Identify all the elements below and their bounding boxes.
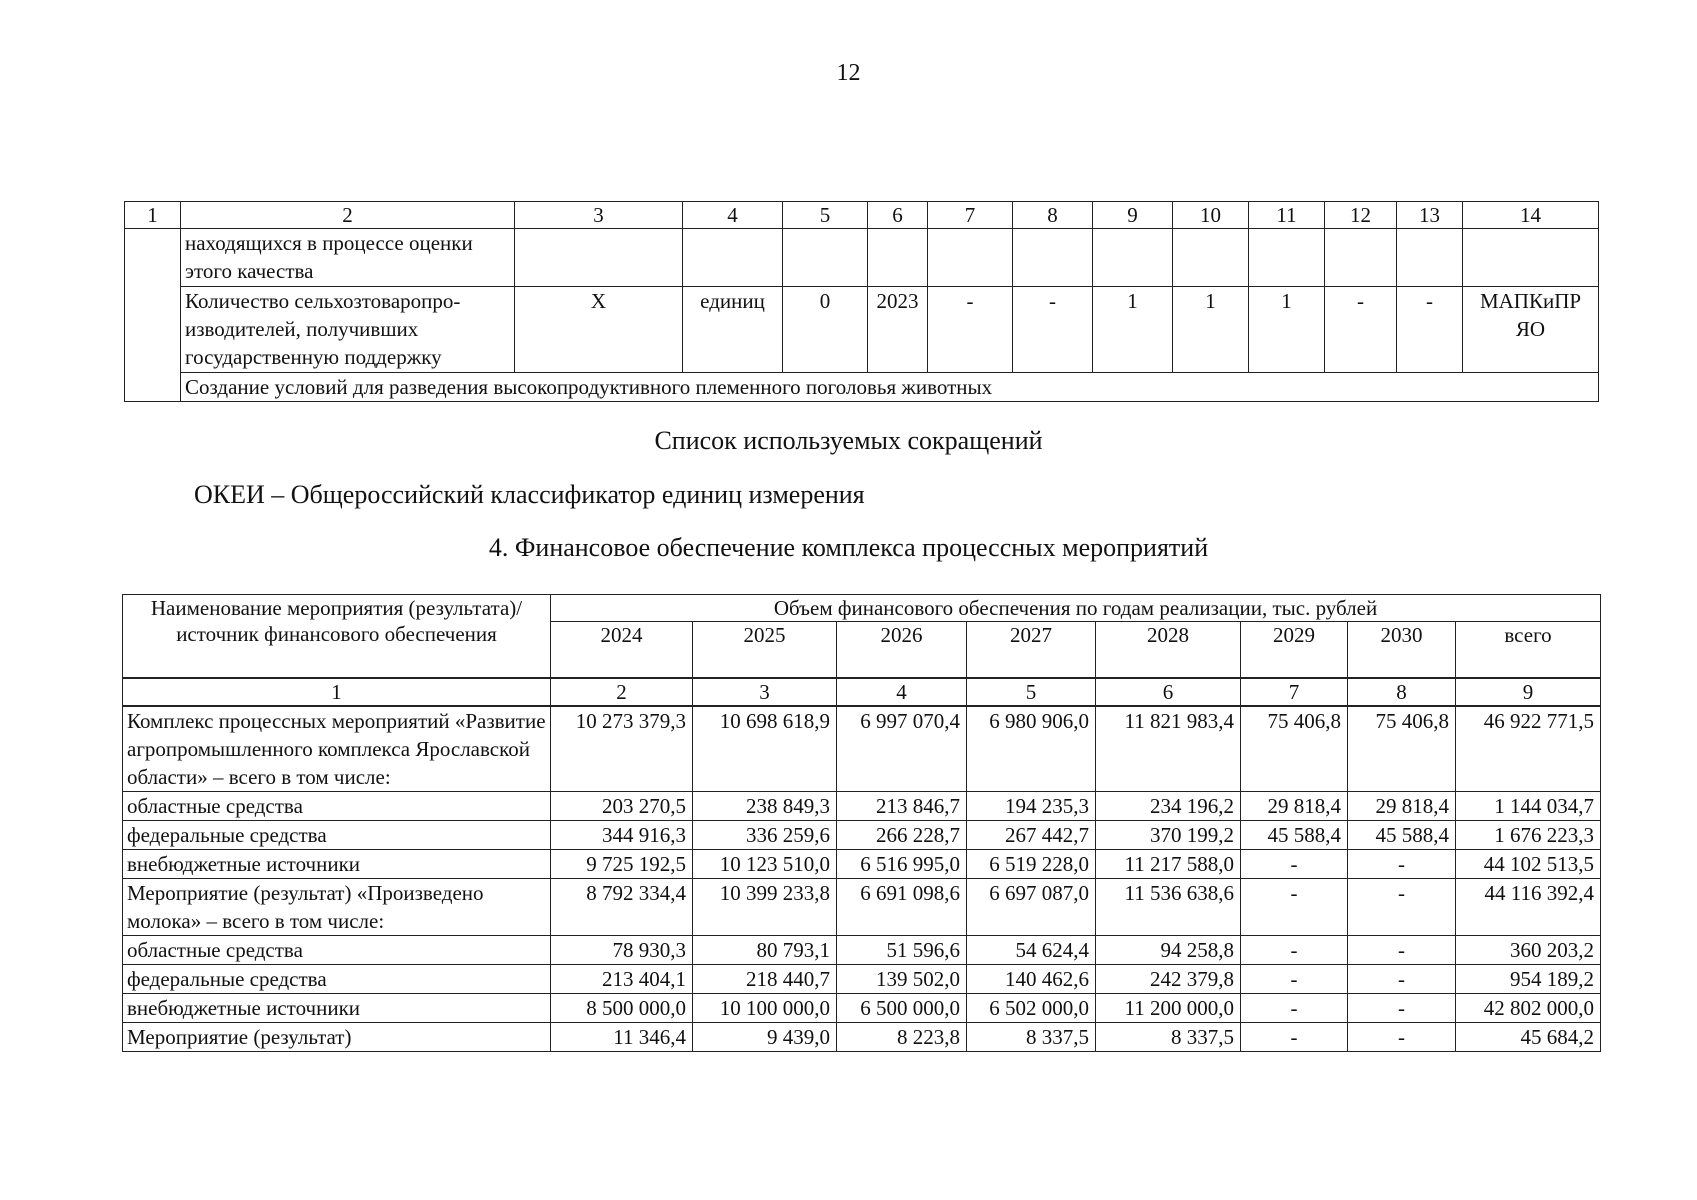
col-number: 4: [837, 678, 967, 706]
row-name: Мероприятие (результат): [123, 1022, 551, 1051]
value-cell: 370 199,2: [1096, 820, 1241, 849]
table-cell: МАПКиПР ЯО: [1463, 287, 1599, 373]
value-cell: 9 725 192,5: [551, 849, 693, 878]
col-number: 12: [1325, 202, 1397, 229]
table-cell: Количество сельхозтоваропро- изводителей, получивших государственную поддержку: [181, 287, 515, 373]
header-year: 2029: [1241, 622, 1348, 678]
table-cell: -: [928, 287, 1013, 373]
value-cell: -: [1348, 1022, 1456, 1051]
header-year: 2030: [1348, 622, 1456, 678]
table-cell: 1: [1173, 287, 1249, 373]
row-name: Комплекс процессных мероприятий «Развитие агропромышленного комплекса Ярославской области» – всего в том числе:: [123, 706, 551, 792]
indicators-table: [124, 201, 1599, 402]
header-year: 2025: [693, 622, 837, 678]
col-number: 5: [783, 202, 868, 229]
table-cell: единиц: [683, 287, 783, 373]
value-cell: 44 102 513,5: [1456, 849, 1601, 878]
row-name: областные средства: [123, 935, 551, 964]
col-number: 1: [125, 202, 181, 229]
table-cell: X: [515, 287, 683, 373]
value-cell: 6 519 228,0: [967, 849, 1096, 878]
col-number: 2: [181, 202, 515, 229]
header-name: Наименование мероприятия (результата)/ источник финансового обеспечения: [123, 595, 551, 678]
value-cell: 29 818,4: [1348, 791, 1456, 820]
table-row: [123, 993, 1601, 1022]
col-number: 1: [123, 678, 551, 706]
col-number: 3: [693, 678, 837, 706]
value-cell: 1 144 034,7: [1456, 791, 1601, 820]
value-cell: 11 200 000,0: [1096, 993, 1241, 1022]
value-cell: -: [1241, 849, 1348, 878]
value-cell: 75 406,8: [1241, 706, 1348, 792]
table-cell: 1: [1249, 287, 1325, 373]
table-row: [125, 287, 1599, 373]
col-number: 7: [1241, 678, 1348, 706]
col-number: 3: [515, 202, 683, 229]
value-cell: -: [1348, 935, 1456, 964]
table-row: [123, 820, 1601, 849]
value-cell: 344 916,3: [551, 820, 693, 849]
table-cell: -: [1325, 287, 1397, 373]
table-row: [123, 849, 1601, 878]
col-number: 6: [868, 202, 928, 229]
col-number: 13: [1397, 202, 1463, 229]
col-number: 10: [1173, 202, 1249, 229]
section-title: 4. Финансовое обеспечение комплекса процессных мероприятий: [488, 533, 1209, 562]
value-cell: -: [1241, 1022, 1348, 1051]
abbreviations-title: Список используемых сокращений: [654, 426, 1043, 455]
value-cell: 6 500 000,0: [837, 993, 967, 1022]
row-name: федеральные средства: [123, 820, 551, 849]
header-year: 2024: [551, 622, 693, 678]
value-cell: -: [1241, 993, 1348, 1022]
value-cell: 954 189,2: [1456, 964, 1601, 993]
col-number: 7: [928, 202, 1013, 229]
table-cell: Создание условий для разведения высокопродуктивного племенного поголовья животных: [181, 373, 1599, 402]
col-number: 9: [1456, 678, 1601, 706]
value-cell: 1 676 223,3: [1456, 820, 1601, 849]
value-cell: 44 116 392,4: [1456, 878, 1601, 935]
value-cell: 10 123 510,0: [693, 849, 837, 878]
table-header-row: [123, 678, 1601, 706]
value-cell: 194 235,3: [967, 791, 1096, 820]
col-number: 2: [551, 678, 693, 706]
value-cell: 6 980 906,0: [967, 706, 1096, 792]
value-cell: -: [1241, 878, 1348, 935]
col-number: 4: [683, 202, 783, 229]
row-name: внебюджетные источники: [123, 849, 551, 878]
value-cell: -: [1241, 935, 1348, 964]
value-cell: 45 684,2: [1456, 1022, 1601, 1051]
value-cell: 9 439,0: [693, 1022, 837, 1051]
table-header-row: [123, 595, 1601, 622]
value-cell: 51 596,6: [837, 935, 967, 964]
value-cell: 6 697 087,0: [967, 878, 1096, 935]
value-cell: 8 337,5: [1096, 1022, 1241, 1051]
table-cell: 2023: [868, 287, 928, 373]
col-number: 5: [967, 678, 1096, 706]
table-row: [123, 791, 1601, 820]
col-number: 6: [1096, 678, 1241, 706]
value-cell: 6 691 098,6: [837, 878, 967, 935]
table-cell: [125, 229, 181, 402]
value-cell: 11 821 983,4: [1096, 706, 1241, 792]
table-header-row: [125, 202, 1599, 229]
header-year: 2028: [1096, 622, 1241, 678]
value-cell: 139 502,0: [837, 964, 967, 993]
header-volume: Объем финансового обеспечения по годам реализации, тыс. рублей: [551, 595, 1601, 622]
page-number: 12: [836, 60, 861, 86]
value-cell: 140 462,6: [967, 964, 1096, 993]
value-cell: 213 846,7: [837, 791, 967, 820]
value-cell: 80 793,1: [693, 935, 837, 964]
value-cell: 10 273 379,3: [551, 706, 693, 792]
value-cell: 238 849,3: [693, 791, 837, 820]
value-cell: 242 379,8: [1096, 964, 1241, 993]
value-cell: 75 406,8: [1348, 706, 1456, 792]
value-cell: 218 440,7: [693, 964, 837, 993]
table-cell: 1: [1093, 287, 1173, 373]
value-cell: 10 100 000,0: [693, 993, 837, 1022]
header-year: 2027: [967, 622, 1096, 678]
table-cell: -: [1397, 287, 1463, 373]
table-row: [123, 964, 1601, 993]
value-cell: 6 997 070,4: [837, 706, 967, 792]
value-cell: 203 270,5: [551, 791, 693, 820]
value-cell: 11 217 588,0: [1096, 849, 1241, 878]
value-cell: 54 624,4: [967, 935, 1096, 964]
value-cell: 42 802 000,0: [1456, 993, 1601, 1022]
value-cell: 10 698 618,9: [693, 706, 837, 792]
col-number: 8: [1348, 678, 1456, 706]
abbreviation-line: ОКЕИ – Общероссийский классификатор единиц измерения: [194, 480, 865, 509]
value-cell: 29 818,4: [1241, 791, 1348, 820]
value-cell: -: [1348, 993, 1456, 1022]
row-name: Мероприятие (результат) «Произведено молока» – всего в том числе:: [123, 878, 551, 935]
value-cell: 213 404,1: [551, 964, 693, 993]
value-cell: 11 536 638,6: [1096, 878, 1241, 935]
value-cell: 6 502 000,0: [967, 993, 1096, 1022]
table-row: [123, 878, 1601, 935]
value-cell: 78 930,3: [551, 935, 693, 964]
value-cell: 46 922 771,5: [1456, 706, 1601, 792]
value-cell: -: [1348, 849, 1456, 878]
col-number: 9: [1093, 202, 1173, 229]
value-cell: 45 588,4: [1348, 820, 1456, 849]
table-cell: находящихся в процессе оценки этого качества: [181, 229, 515, 287]
table-row: [123, 935, 1601, 964]
value-cell: 336 259,6: [693, 820, 837, 849]
value-cell: 45 588,4: [1241, 820, 1348, 849]
value-cell: 360 203,2: [1456, 935, 1601, 964]
value-cell: 10 399 233,8: [693, 878, 837, 935]
value-cell: -: [1348, 878, 1456, 935]
value-cell: 8 223,8: [837, 1022, 967, 1051]
value-cell: 94 258,8: [1096, 935, 1241, 964]
table-cell: 0: [783, 287, 868, 373]
col-number: 14: [1463, 202, 1599, 229]
financing-table: [122, 594, 1601, 1052]
table-row: [123, 706, 1601, 792]
value-cell: 8 792 334,4: [551, 878, 693, 935]
col-number: 8: [1013, 202, 1093, 229]
value-cell: 8 337,5: [967, 1022, 1096, 1051]
table-row: [125, 229, 1599, 287]
table-row: [123, 1022, 1601, 1051]
value-cell: -: [1241, 964, 1348, 993]
col-number: 11: [1249, 202, 1325, 229]
value-cell: 11 346,4: [551, 1022, 693, 1051]
row-name: внебюджетные источники: [123, 993, 551, 1022]
value-cell: 266 228,7: [837, 820, 967, 849]
value-cell: 6 516 995,0: [837, 849, 967, 878]
value-cell: 267 442,7: [967, 820, 1096, 849]
value-cell: -: [1348, 964, 1456, 993]
header-year: всего: [1456, 622, 1601, 678]
table-row: [125, 373, 1599, 402]
row-name: областные средства: [123, 791, 551, 820]
value-cell: 8 500 000,0: [551, 993, 693, 1022]
row-name: федеральные средства: [123, 964, 551, 993]
header-year: 2026: [837, 622, 967, 678]
table-cell: -: [1013, 287, 1093, 373]
value-cell: 234 196,2: [1096, 791, 1241, 820]
